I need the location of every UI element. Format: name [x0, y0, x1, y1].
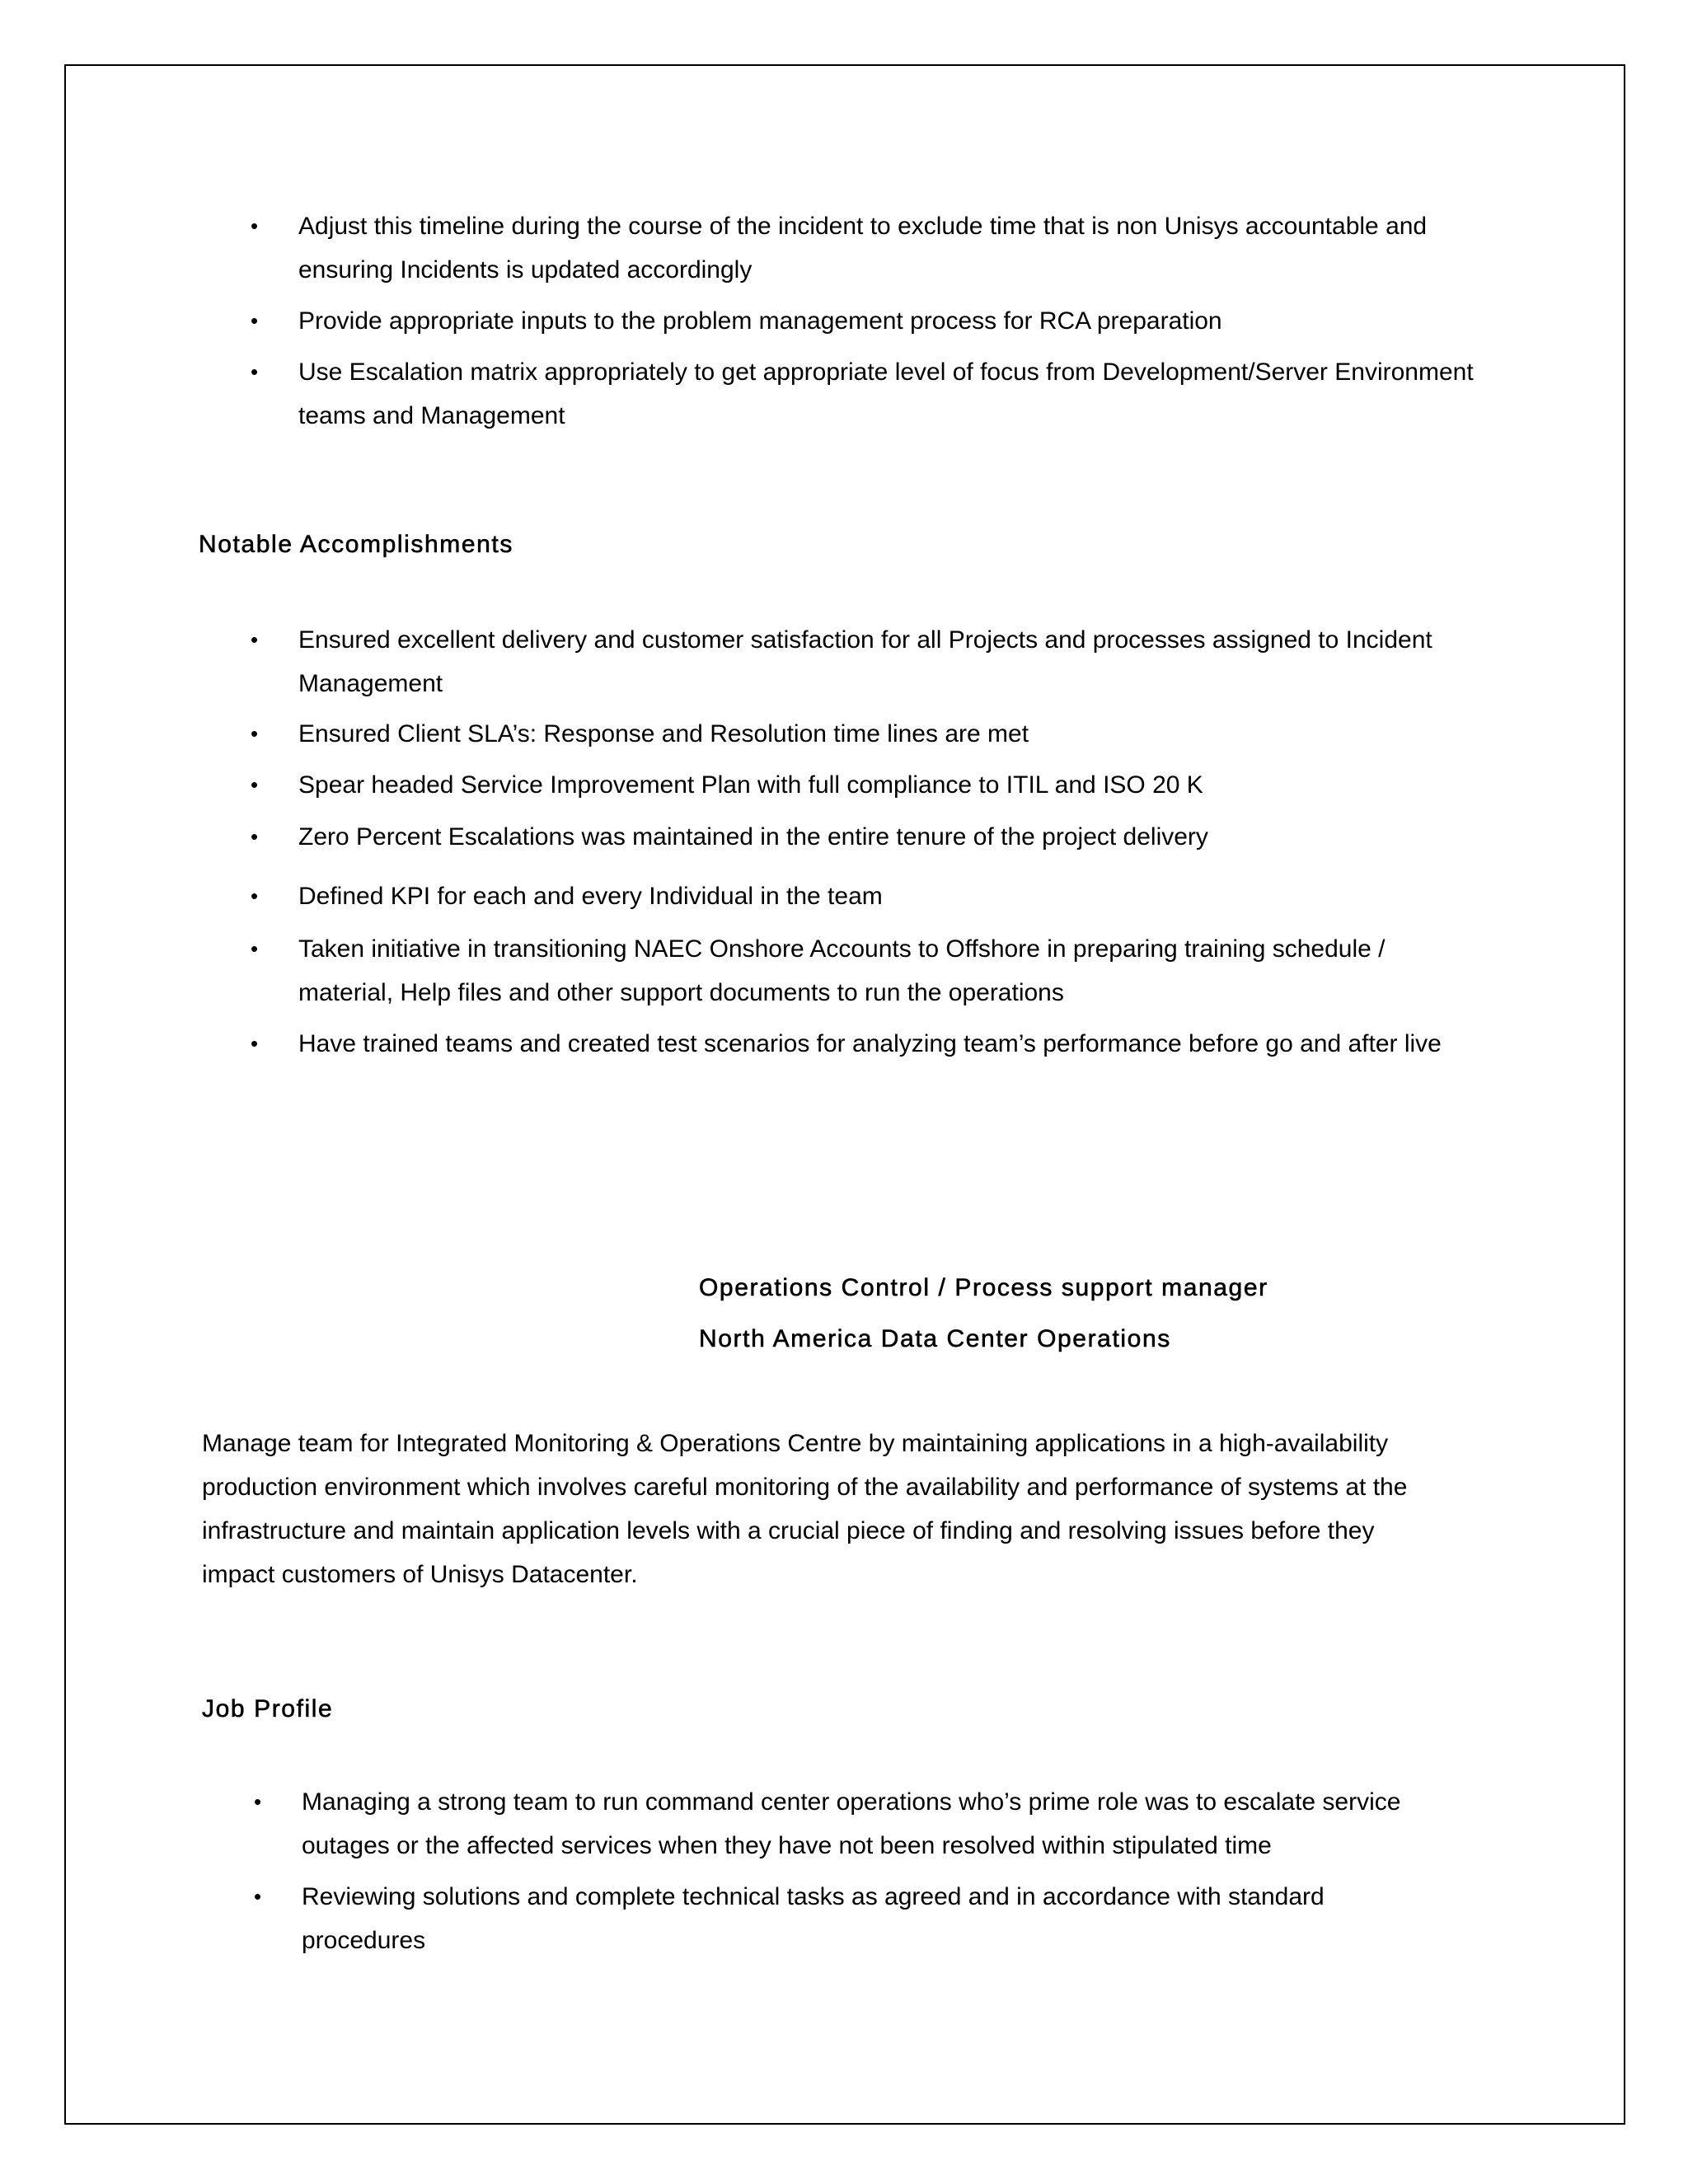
bullet-icon: •: [251, 721, 259, 746]
list-item-text: procedures: [302, 1927, 426, 1954]
list-item-text: Provide appropriate inputs to the problem management process for RCA preparation: [298, 307, 1222, 335]
list-item-text: ensuring Incidents is updated accordingly: [298, 256, 753, 284]
list-item-text: Defined KPI for each and every Individual in the team: [298, 883, 883, 910]
list-item-text: Zero Percent Escalations was maintained in the entire tenure of the project delivery: [298, 823, 1208, 851]
summary-line: impact customers of Unisys Datacenter.: [202, 1561, 638, 1588]
list-item: [251, 299, 1222, 343]
list-item-text: Spear headed Service Improvement Plan with full compliance to ITIL and ISO 20 K: [298, 771, 1203, 799]
list-item-text: Managing a strong team to run command center operations who’s prime role was to escalate service: [302, 1788, 1401, 1816]
bullet-icon: •: [251, 359, 259, 384]
bullet-icon: •: [254, 1884, 262, 1909]
list-item: [251, 815, 1208, 859]
bullet-icon: •: [251, 213, 259, 238]
list-item-text: outages or the affected services when they have not been resolved within stipulated time: [302, 1832, 1272, 1859]
summary-line: production environment which involves careful monitoring of the availability and performance of systems at the: [202, 1474, 1408, 1501]
list-item: [251, 618, 1432, 705]
bullet-icon: •: [251, 824, 259, 849]
section-heading-accomplishments: Notable Accomplishments: [199, 531, 513, 558]
list-item-text: Ensured Client SLA’s: Response and Resolution time lines are met: [298, 720, 1029, 748]
list-item: [251, 927, 1386, 1015]
list-item: [251, 350, 1474, 438]
list-item: [251, 1022, 1442, 1066]
list-item-text: Ensured excellent delivery and customer satisfaction for all Projects and processes assigned to Incident: [298, 626, 1432, 654]
summary-line: infrastructure and maintain application levels with a crucial piece of finding and resolving issues before they: [202, 1517, 1375, 1544]
list-item-text: Adjust this timeline during the course of the incident to exclude time that is non Unisys accountable and: [298, 213, 1428, 240]
list-item-text: Have trained teams and created test scenarios for analyzing team’s performance before go and after live: [298, 1030, 1442, 1057]
role-title: Operations Control / Process support manager: [699, 1274, 1268, 1301]
role-summary: [202, 1422, 1407, 1596]
list-item-text: material, Help files and other support documents to run the operations: [298, 979, 1064, 1006]
list-item-text: Management: [298, 670, 443, 697]
list-item: [251, 204, 1428, 292]
list-item-text: teams and Management: [298, 402, 565, 429]
summary-line: Manage team for Integrated Monitoring & Operations Centre by maintaining applications in a high-availability: [202, 1430, 1389, 1457]
role-subtitle: North America Data Center Operations: [699, 1325, 1171, 1352]
list-item: [251, 712, 1029, 756]
section-heading-job-profile: Job Profile: [202, 1695, 334, 1722]
bullet-icon: •: [251, 936, 259, 961]
bullet-icon: •: [251, 772, 259, 797]
list-item: [254, 1875, 1325, 1962]
bullet-icon: •: [251, 1031, 259, 1056]
bullet-icon: •: [251, 308, 259, 333]
bullet-icon: •: [251, 627, 259, 652]
bullet-icon: •: [251, 883, 259, 908]
bullet-icon: •: [254, 1789, 262, 1814]
list-item-text: Taken initiative in transitioning NAEC Onshore Accounts to Offshore in preparing training schedule /: [298, 935, 1386, 963]
list-item: [251, 874, 883, 918]
list-item-text: Use Escalation matrix appropriately to get appropriate level of focus from Development/Server Environment: [298, 359, 1474, 386]
list-item: [254, 1780, 1401, 1868]
list-item: [251, 763, 1203, 807]
list-item-text: Reviewing solutions and complete technical tasks as agreed and in accordance with standard: [302, 1883, 1325, 1910]
